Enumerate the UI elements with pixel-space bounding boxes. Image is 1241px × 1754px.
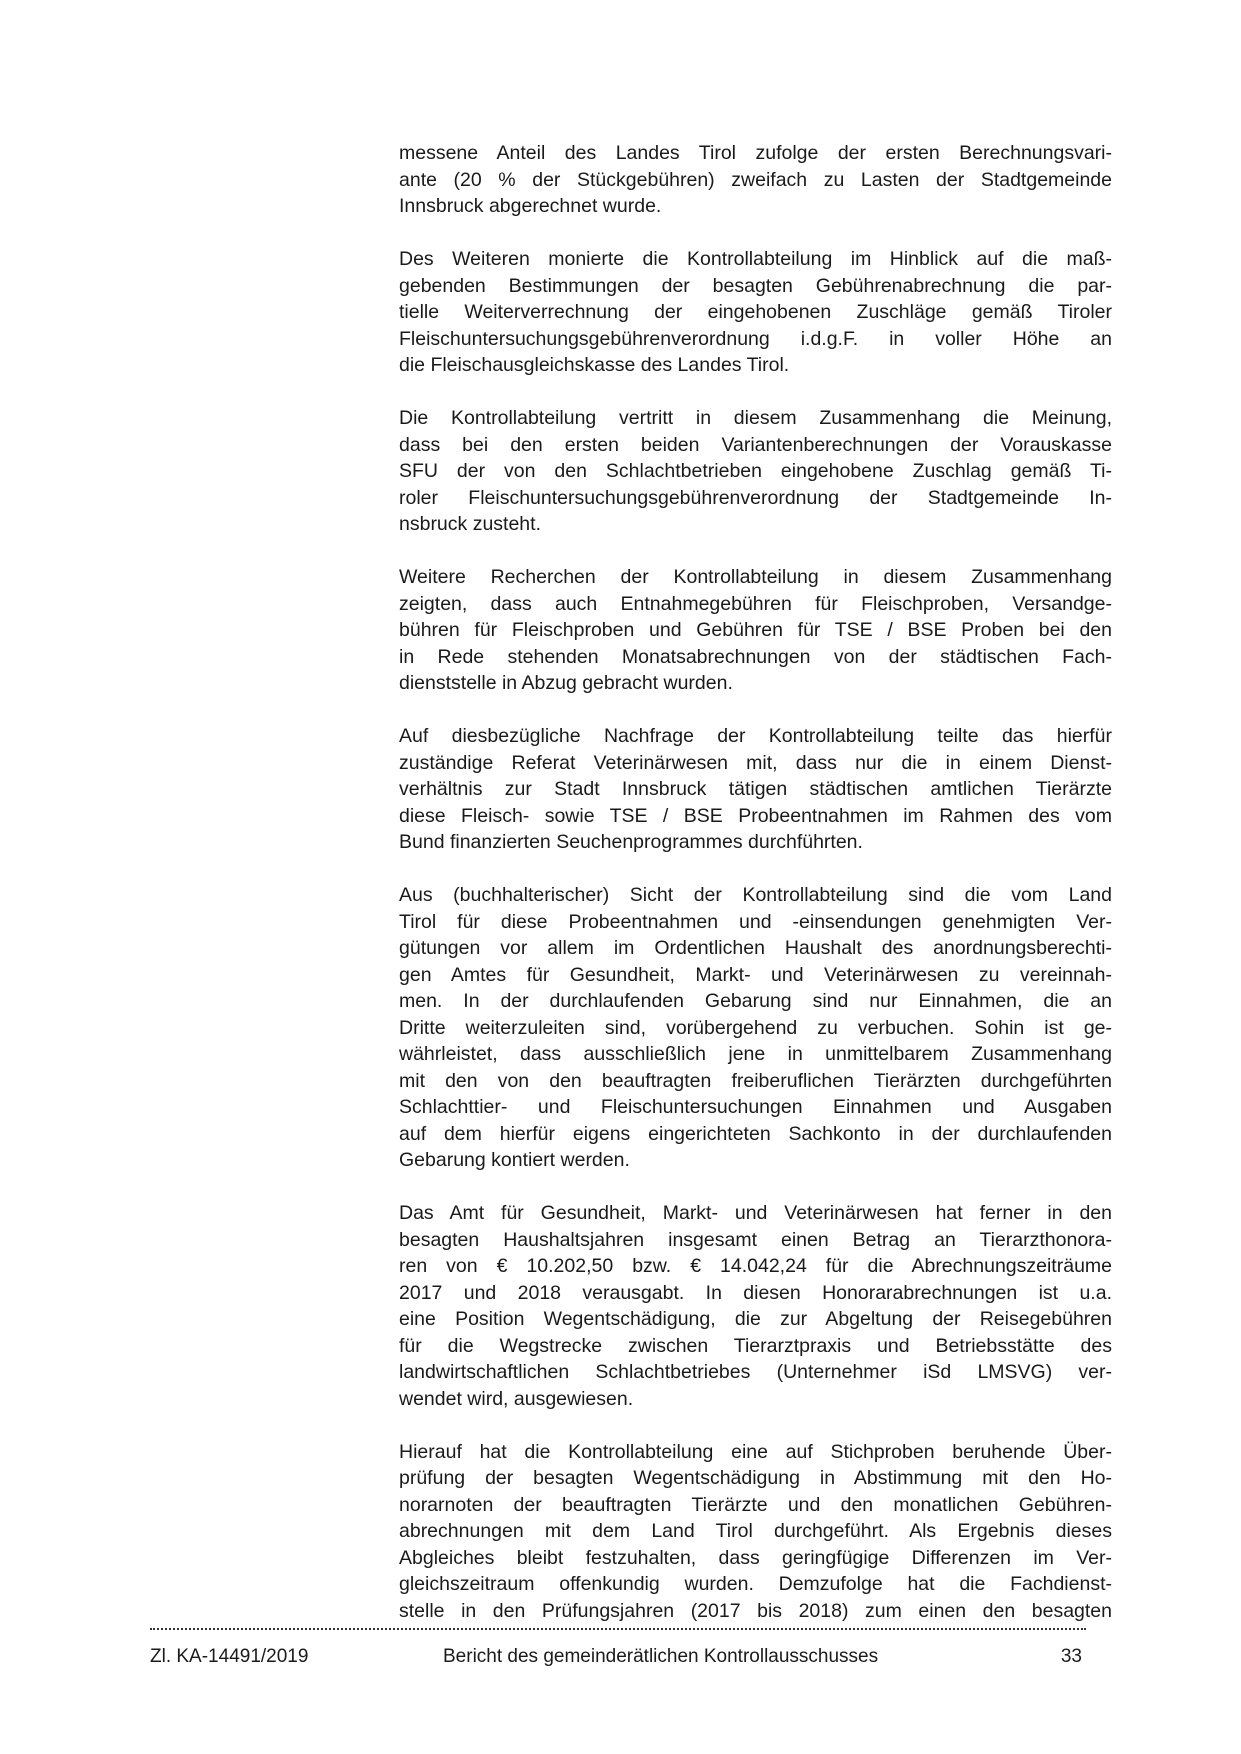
text-line: auf dem hierfür eigens eingerichteten Sachkonto in der durchlaufenden (399, 1122, 1112, 1145)
text-line: Schlachttier- und Fleischuntersuchungen Einnahmen und Ausgaben (399, 1096, 1112, 1118)
text-line: Auf diesbezügliche Nachfrage der Kontrollabteilung teilte das hierfür (399, 725, 1112, 747)
paragraph-7 (399, 1200, 1112, 1412)
text-line: tielle Weiterverrechnung der eingehobenen Zuschläge gemäß Tiroler (399, 301, 1112, 323)
text-line: roler Fleischuntersuchungsgebührenverordnung der Stadtgemeinde In- (399, 486, 1112, 509)
body-text (399, 140, 1112, 1651)
text-line: eine Position Wegentschädigung, die zur Abgeltung der Reisegebühren (399, 1308, 1112, 1330)
text-line: wendet wird, ausgewiesen. (399, 1387, 634, 1410)
text-line: Des Weiteren monierte die Kontrollabteilung im Hinblick auf die maß- (399, 248, 1112, 270)
text-line: dienststelle in Abzug gebracht wurden. (399, 672, 733, 694)
document-reference: Zl. KA-14491/2019 (150, 1646, 309, 1667)
text-line: gleichszeitraum offenkundig wurden. Demzufolge hat die Fachdienst- (399, 1573, 1112, 1595)
text-line: Aus (buchhalterischer) Sicht der Kontrollabteilung sind die vom Land (399, 884, 1112, 906)
text-line: diese Fleisch- sowie TSE / BSE Probeentnahmen im Rahmen des vom (399, 804, 1112, 827)
paragraph-2 (399, 246, 1112, 379)
text-line: nsbruck zusteht. (399, 513, 541, 535)
text-line: SFU der von den Schlachtbetrieben eingehobene Zuschlag gemäß Ti- (399, 460, 1112, 482)
paragraph-8 (399, 1439, 1112, 1625)
text-line: ante (20 % der Stückgebühren) zweifach zu Lasten der Stadtgemeinde (399, 168, 1112, 191)
text-line: norarnoten der beauftragten Tierärzte und den monatlichen Gebühren- (399, 1493, 1112, 1516)
text-line: Dritte weiterzuleiten sind, vorübergehend zu verbuchen. Sohin ist ge- (399, 1016, 1112, 1039)
report-title: Bericht des gemeinderätlichen Kontrollausschusses (443, 1646, 879, 1667)
text-line: Die Kontrollabteilung vertritt in diesem Zusammenhang die Meinung, (399, 407, 1112, 429)
text-line: besagten Haushaltsjahren insgesamt einen Betrag an Tierarzthonora- (399, 1228, 1112, 1251)
text-line: Innsbruck abgerechnet wurde. (399, 195, 662, 217)
text-line: abrechnungen mit dem Land Tirol durchgeführt. Als Ergebnis dieses (399, 1520, 1112, 1542)
text-line: gebenden Bestimmungen der besagten Gebührenabrechnung die par- (399, 274, 1112, 297)
text-line: Hierauf hat die Kontrollabteilung eine auf Stichproben beruhende Über- (399, 1440, 1112, 1463)
page-number: 33 (1060, 1646, 1082, 1667)
text-line: landwirtschaftlichen Schlachtbetriebes (Unternehmer iSd LMSVG) ver- (399, 1361, 1112, 1383)
text-line: währleistet, dass ausschließlich jene in unmittelbarem Zusammenhang (399, 1043, 1112, 1065)
paragraph-4 (399, 564, 1112, 697)
text-line: bühren für Fleischproben und Gebühren für TSE / BSE Proben bei den (399, 619, 1112, 641)
text-line: dass bei den ersten beiden Variantenberechnungen der Vorauskasse (399, 433, 1112, 456)
text-line: mit den von den beauftragten freiberuflichen Tierärzten durchgeführten (399, 1069, 1112, 1092)
page-footer (150, 1644, 1086, 1670)
text-line: gütungen vor allem im Ordentlichen Haushalt des anordnungsberechti- (399, 937, 1112, 959)
text-line: Das Amt für Gesundheit, Markt- und Veterinärwesen hat ferner in den (399, 1202, 1112, 1224)
text-line: ren von € 10.202,50 bzw. € 14.042,24 für die Abrechnungszeiträume (399, 1255, 1112, 1277)
paragraph-3 (399, 405, 1112, 538)
text-line: gen Amtes für Gesundheit, Markt- und Veterinärwesen zu vereinnah- (399, 963, 1112, 986)
text-line: Gebarung kontiert werden. (399, 1149, 630, 1171)
paragraph-1 (399, 140, 1112, 220)
text-line: verhältnis zur Stadt Innsbruck tätigen städtischen amtlichen Tierärzte (399, 778, 1112, 800)
text-line: Weitere Recherchen der Kontrollabteilung in diesem Zusammenhang (399, 566, 1112, 588)
text-line: messene Anteil des Landes Tirol zufolge der ersten Berechnungsvari- (399, 142, 1112, 164)
text-line: in Rede stehenden Monatsabrechnungen von der städtischen Fach- (399, 645, 1112, 668)
text-line: men. In der durchlaufenden Gebarung sind nur Einnahmen, die an (399, 990, 1112, 1012)
text-line: zuständige Referat Veterinärwesen mit, dass nur die in einem Dienst- (399, 751, 1112, 774)
paragraph-5 (399, 723, 1112, 856)
text-line: für die Wegstrecke zwischen Tierarztpraxis und Betriebsstätte des (399, 1334, 1112, 1357)
footer-divider (150, 1628, 1086, 1630)
text-line: Fleischuntersuchungsgebührenverordnung i.d.g.F. in voller Höhe an (399, 327, 1112, 350)
text-line: prüfung der besagten Wegentschädigung in Abstimmung mit den Ho- (399, 1467, 1112, 1489)
text-line: Abgleiches bleibt festzuhalten, dass geringfügige Differenzen im Ver- (399, 1546, 1112, 1569)
text-line: Bund finanzierten Seuchenprogrammes durchführten. (399, 831, 863, 853)
text-line: stelle in den Prüfungsjahren (2017 bis 2018) zum einen den besagten (399, 1599, 1112, 1622)
text-line: 2017 und 2018 verausgabt. In diesen Honorarabrechnungen ist u.a. (399, 1281, 1112, 1304)
paragraph-6 (399, 882, 1112, 1174)
text-line: zeigten, dass auch Entnahmegebühren für Fleischproben, Versandge- (399, 592, 1112, 615)
text-line: die Fleischausgleichskasse des Landes Tirol. (399, 354, 790, 376)
text-line: Tirol für diese Probeentnahmen und -einsendungen genehmigten Ver- (399, 910, 1112, 933)
